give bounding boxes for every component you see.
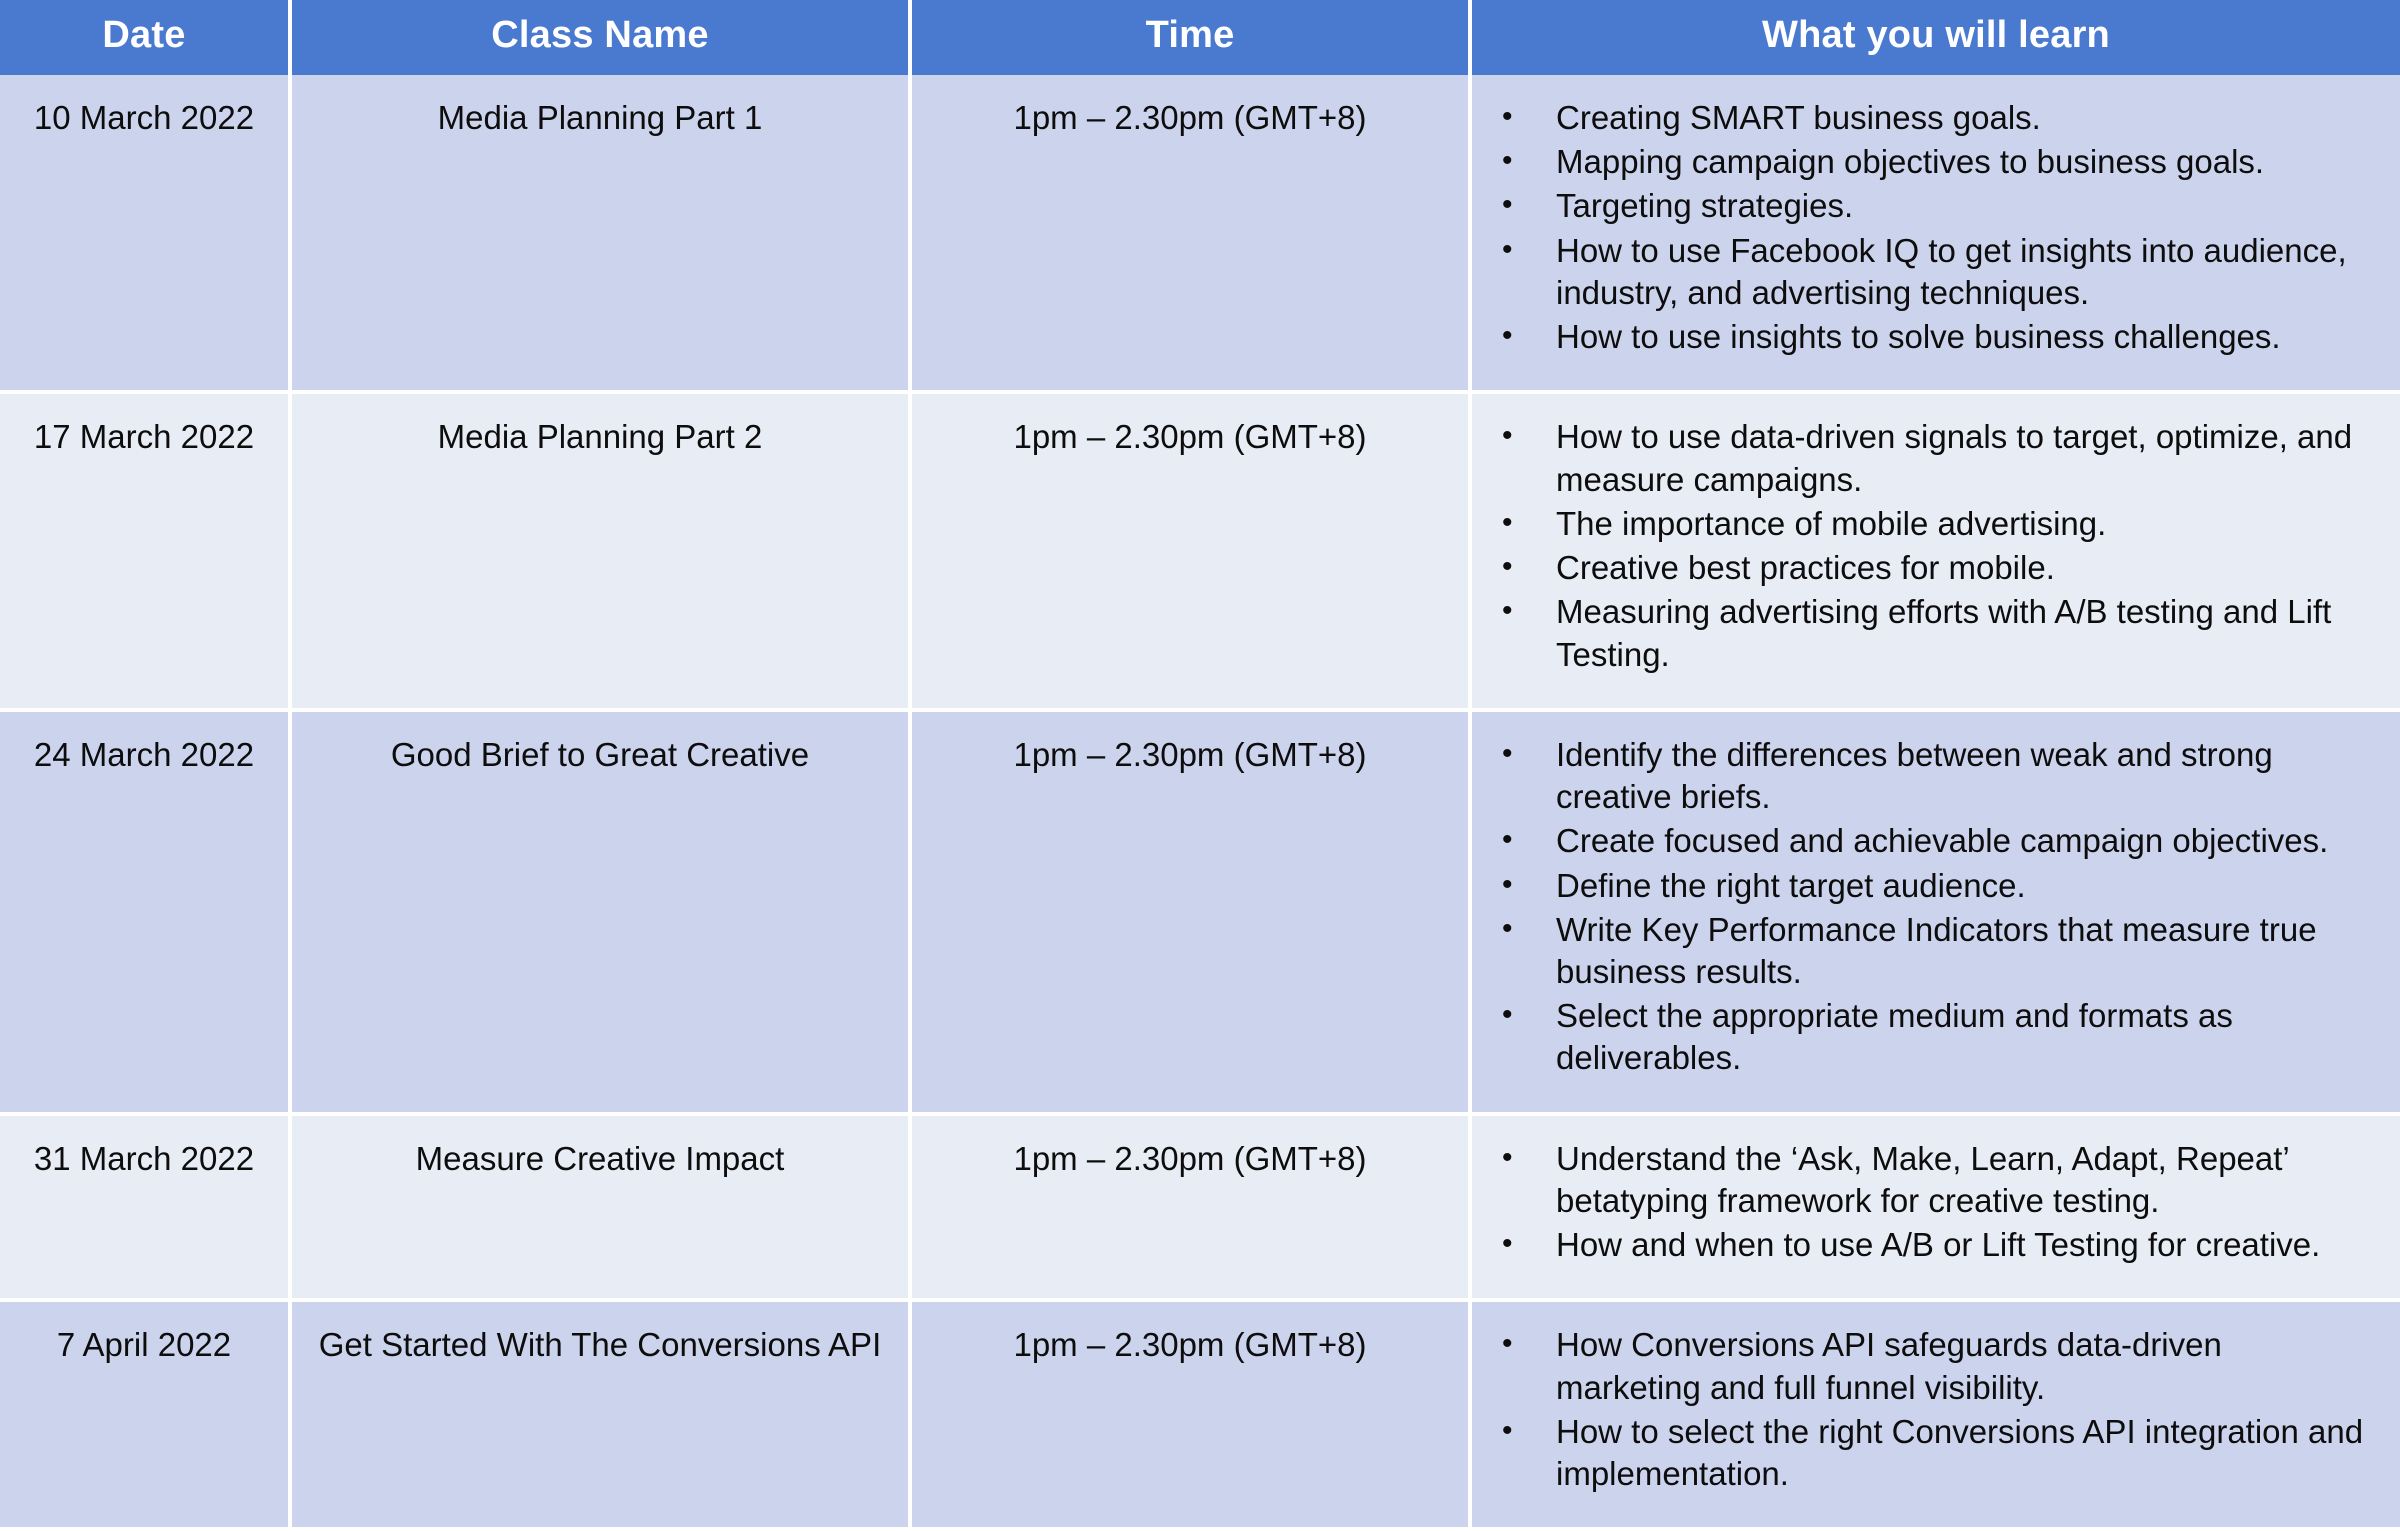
learning-point	[1490, 591, 2374, 675]
learning-point	[1490, 185, 2374, 227]
learning-point	[1490, 416, 2374, 500]
learning-point	[1490, 995, 2374, 1079]
table-row	[0, 1300, 2400, 1529]
bullet-icon: •	[1502, 911, 1513, 945]
learning-point	[1490, 1324, 2374, 1408]
cell-what-you-will-learn	[1470, 710, 2400, 1114]
learning-point	[1490, 547, 2374, 589]
cell-date: 24 March 2022	[0, 710, 290, 1114]
table-row	[0, 710, 2400, 1114]
bullet-icon: •	[1502, 1327, 1513, 1361]
learning-point	[1490, 141, 2374, 183]
cell-time: 1pm – 2.30pm (GMT+8)	[910, 75, 1470, 392]
learning-point-text: Creative best practices for mobile.	[1556, 549, 2055, 587]
column-header-date: Date	[0, 0, 290, 75]
cell-date: 31 March 2022	[0, 1114, 290, 1301]
learning-point-text: The importance of mobile advertising.	[1556, 504, 2107, 542]
learning-point	[1490, 909, 2374, 993]
learning-point	[1490, 316, 2374, 358]
learning-point-text: Measuring advertising efforts with A/B testing and Lift Testing.	[1556, 593, 2332, 673]
bullet-icon: •	[1502, 550, 1513, 584]
bullet-icon: •	[1502, 998, 1513, 1032]
bullet-icon: •	[1502, 144, 1513, 178]
learning-point-text: Targeting strategies.	[1556, 187, 1854, 225]
table-body	[0, 75, 2400, 1529]
cell-what-you-will-learn	[1470, 1300, 2400, 1529]
learning-point	[1490, 97, 2374, 139]
table-row	[0, 75, 2400, 392]
learning-point-text: How to use data-driven signals to target, optimize, and measure campaigns.	[1556, 418, 2353, 498]
learning-point	[1490, 820, 2374, 862]
cell-date: 17 March 2022	[0, 392, 290, 709]
table-row	[0, 392, 2400, 709]
column-header-what-you-will-learn: What you will learn	[1470, 0, 2400, 75]
cell-class-name: Media Planning Part 1	[290, 75, 910, 392]
column-header-time: Time	[910, 0, 1470, 75]
learning-point-text: Create focused and achievable campaign objectives.	[1556, 822, 2329, 860]
learning-point-text: Identify the differences between weak and strong creative briefs.	[1556, 735, 2273, 816]
learning-point	[1490, 503, 2374, 545]
table-header-row	[0, 0, 2400, 75]
learning-point-text: How to use insights to solve business challenges.	[1556, 318, 2281, 356]
learning-point	[1490, 1138, 2374, 1222]
learning-points-list	[1490, 734, 2374, 1080]
cell-time: 1pm – 2.30pm (GMT+8)	[910, 1114, 1470, 1301]
learning-point-text: Write Key Performance Indicators that measure true business results.	[1556, 910, 2317, 990]
learning-point-text: How to use Facebook IQ to get insights into audience, industry, and advertising techniques.	[1556, 231, 2347, 311]
cell-what-you-will-learn	[1470, 75, 2400, 392]
bullet-icon: •	[1502, 319, 1513, 353]
cell-what-you-will-learn	[1470, 392, 2400, 709]
learning-point	[1490, 230, 2374, 314]
cell-class-name: Media Planning Part 2	[290, 392, 910, 709]
table-row	[0, 1114, 2400, 1301]
bullet-icon: •	[1502, 867, 1513, 901]
bullet-icon: •	[1502, 505, 1513, 539]
column-header-class-name: Class Name	[290, 0, 910, 75]
bullet-icon: •	[1502, 736, 1513, 770]
learning-point-text: How Conversions API safeguards data-driven marketing and full funnel visibility.	[1556, 1326, 2222, 1406]
learning-points-list	[1490, 97, 2374, 358]
learning-point-text: Select the appropriate medium and formats as deliverables.	[1556, 997, 2233, 1077]
bullet-icon: •	[1502, 823, 1513, 857]
learning-point-text: Understand the ‘Ask, Make, Learn, Adapt, Repeat’ betatyping framework for creative testing.	[1556, 1139, 2289, 1219]
learning-point	[1490, 1224, 2374, 1266]
cell-class-name: Get Started With The Conversions API	[290, 1300, 910, 1529]
learning-point-text: Mapping campaign objectives to business goals.	[1556, 143, 2265, 181]
bullet-icon: •	[1502, 594, 1513, 628]
cell-what-you-will-learn	[1470, 1114, 2400, 1301]
cell-time: 1pm – 2.30pm (GMT+8)	[910, 710, 1470, 1114]
bullet-icon: •	[1502, 1140, 1513, 1174]
learning-point	[1490, 1411, 2374, 1495]
bullet-icon: •	[1502, 1413, 1513, 1447]
cell-time: 1pm – 2.30pm (GMT+8)	[910, 392, 1470, 709]
cell-class-name: Good Brief to Great Creative	[290, 710, 910, 1114]
bullet-icon: •	[1502, 188, 1513, 222]
learning-point-text: How to select the right Conversions API integration and implementation.	[1556, 1412, 2364, 1493]
cell-class-name: Measure Creative Impact	[290, 1114, 910, 1301]
bullet-icon: •	[1502, 232, 1513, 266]
learning-points-list	[1490, 416, 2374, 675]
learning-point	[1490, 734, 2374, 818]
cell-date: 7 April 2022	[0, 1300, 290, 1529]
bullet-icon: •	[1502, 419, 1513, 453]
bullet-icon: •	[1502, 1227, 1513, 1261]
cell-date: 10 March 2022	[0, 75, 290, 392]
learning-point-text: How and when to use A/B or Lift Testing for creative.	[1556, 1226, 2321, 1264]
table-header	[0, 0, 2400, 75]
cell-time: 1pm – 2.30pm (GMT+8)	[910, 1300, 1470, 1529]
bullet-icon: •	[1502, 100, 1513, 133]
learning-point	[1490, 865, 2374, 907]
learning-point-text: Creating SMART business goals.	[1556, 99, 2041, 136]
learning-points-list	[1490, 1324, 2374, 1495]
learning-point-text: Define the right target audience.	[1556, 866, 2026, 904]
learning-points-list	[1490, 1138, 2374, 1267]
